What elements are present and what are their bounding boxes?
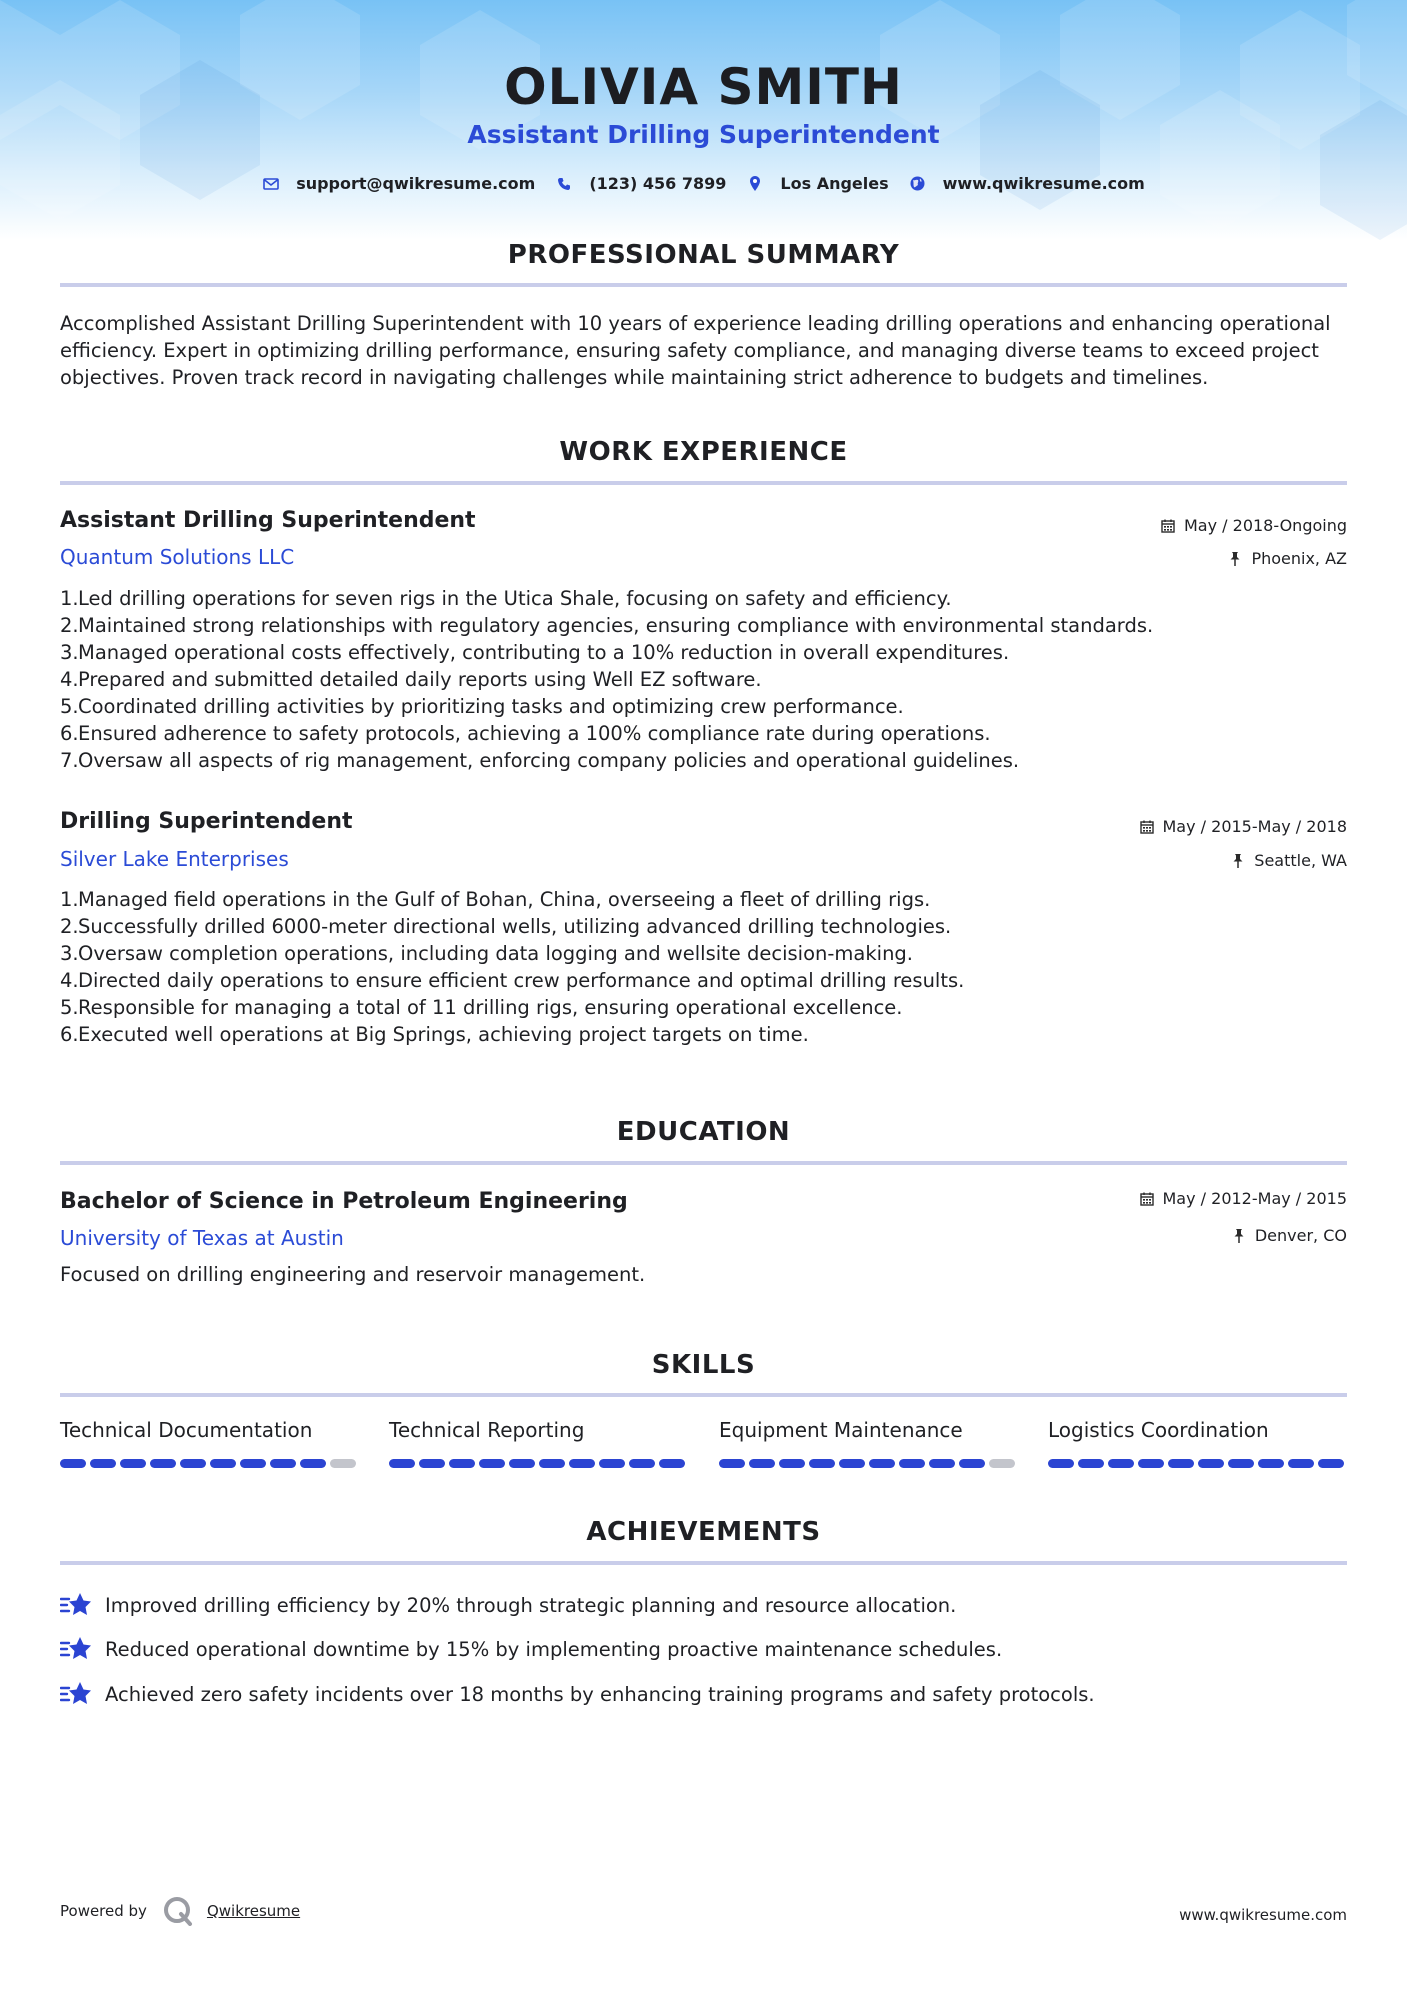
education-divider	[60, 1161, 1347, 1165]
skill-segment-filled	[60, 1459, 86, 1468]
envelope-icon	[262, 175, 280, 193]
list-item: 2. Successfully drilled 6000-meter directional wells, utilizing advanced drilling technologies.	[60, 915, 952, 938]
job-location	[1227, 549, 1347, 568]
globe-icon	[909, 175, 927, 193]
contact-location	[746, 174, 888, 193]
job-title: Assistant Drilling Superintendent	[60, 508, 476, 533]
skill-segment-filled	[659, 1459, 685, 1468]
skill-segment-filled	[1258, 1459, 1284, 1468]
calendar-icon	[1139, 1191, 1155, 1207]
skill-segment-filled	[899, 1459, 925, 1468]
skill-item	[60, 1418, 360, 1468]
job-title: Drilling Superintendent	[60, 809, 353, 834]
skill-segment-filled	[240, 1459, 266, 1468]
skill-segment-empty	[330, 1459, 356, 1468]
job-dates-text: May / 2018-Ongoing	[1184, 516, 1347, 535]
job-location-text: Seattle, WA	[1254, 851, 1347, 870]
phone-icon	[555, 175, 573, 193]
skill-name: Technical Reporting	[389, 1418, 585, 1442]
education-degree: Bachelor of Science in Petroleum Engineering	[60, 1189, 628, 1214]
list-item: 1. Led drilling operations for seven rigs in the Utica Shale, focusing on safety and efficiency.	[60, 587, 952, 610]
list-item: 6. Ensured adherence to safety protocols, achieving a 100% compliance rate during operations.	[60, 722, 991, 745]
education-location	[1231, 1226, 1347, 1245]
skill-item	[719, 1418, 1019, 1468]
skill-segment-filled	[419, 1459, 445, 1468]
education-description: Focused on drilling engineering and reservoir management.	[60, 1263, 646, 1286]
skill-segment-filled	[210, 1459, 236, 1468]
achievement-text: Reduced operational downtime by 15% by implementing proactive maintenance schedules.	[105, 1637, 1003, 1661]
skill-segment-filled	[779, 1459, 805, 1468]
skill-segment-filled	[1078, 1459, 1104, 1468]
list-item: 4. Directed daily operations to ensure efficient crew performance and optimal drilling results.	[60, 969, 965, 992]
contact-phone[interactable]	[555, 174, 726, 193]
footer-website[interactable]: www.qwikresume.com	[1179, 1906, 1347, 1924]
achievement-text: Improved drilling efficiency by 20% through strategic planning and resource allocation.	[105, 1593, 957, 1617]
contact-phone-text: (123) 456 7899	[589, 174, 727, 193]
list-item: 3. Oversaw completion operations, including data logging and wellsite decision-making.	[60, 942, 914, 965]
list-item: 6. Executed well operations at Big Springs, achieving project targets on time.	[60, 1023, 809, 1046]
skill-item	[1048, 1418, 1348, 1468]
skill-segment-filled	[1108, 1459, 1134, 1468]
list-item: 3. Managed operational costs effectively, contributing to a 10% reduction in overall expenditures.	[60, 641, 1010, 664]
achievement-item	[60, 1634, 1002, 1664]
skill-segment-filled	[1228, 1459, 1254, 1468]
skill-segment-filled	[599, 1459, 625, 1468]
skill-segment-filled	[929, 1459, 955, 1468]
skill-name: Equipment Maintenance	[719, 1418, 963, 1442]
job-dates	[1160, 516, 1347, 535]
skill-segment-filled	[509, 1459, 535, 1468]
skill-level-bar	[719, 1459, 1019, 1468]
skill-segment-filled	[270, 1459, 296, 1468]
contact-email[interactable]	[262, 174, 535, 193]
skill-segment-filled	[1198, 1459, 1224, 1468]
summary-divider	[60, 283, 1347, 287]
job-location-text: Phoenix, AZ	[1251, 549, 1347, 568]
skills-heading: SKILLS	[651, 1350, 756, 1380]
map-pin-icon	[746, 175, 764, 193]
skill-level-bar	[60, 1459, 360, 1468]
education-dates	[1139, 1189, 1348, 1208]
achievement-item	[60, 1590, 956, 1620]
skill-segment-filled	[1138, 1459, 1164, 1468]
skill-level-bar	[389, 1459, 689, 1468]
skill-segment-filled	[839, 1459, 865, 1468]
job-dates-text: May / 2015-May / 2018	[1162, 817, 1347, 836]
skill-segment-filled	[749, 1459, 775, 1468]
skill-name: Technical Documentation	[60, 1418, 313, 1442]
skill-segment-empty	[989, 1459, 1015, 1468]
contact-bar	[0, 174, 1407, 193]
skill-segment-filled	[479, 1459, 505, 1468]
star-achievement-icon	[60, 1634, 92, 1664]
education-school: University of Texas at Austin	[60, 1226, 344, 1250]
job-company: Silver Lake Enterprises	[60, 847, 289, 871]
contact-website[interactable]	[909, 174, 1145, 193]
summary-text: Accomplished Assistant Drilling Superintendent with 10 years of experience leading drilling operations and enhancing operational efficiency. Expert in optimizing drilling performance, ensuring safety compliance, and managing diverse teams to exceed project objectives. Proven track record in navigating challenges while maintaining strict adherence to budgets and timelines.	[60, 312, 1331, 389]
candidate-title: Assistant Drilling Superintendent	[467, 120, 940, 149]
list-item: 4. Prepared and submitted detailed daily reports using Well EZ software.	[60, 668, 762, 691]
skill-segment-filled	[629, 1459, 655, 1468]
achievement-item	[60, 1679, 1095, 1709]
experience-heading: WORK EXPERIENCE	[559, 437, 848, 467]
skill-name: Logistics Coordination	[1048, 1418, 1269, 1442]
star-achievement-icon	[60, 1590, 92, 1620]
skill-segment-filled	[1168, 1459, 1194, 1468]
resume-header	[0, 0, 1407, 240]
footer-powered-by	[60, 1896, 300, 1926]
calendar-icon	[1160, 518, 1176, 534]
education-location-text: Denver, CO	[1254, 1226, 1347, 1245]
star-achievement-icon	[60, 1679, 92, 1709]
education-heading: EDUCATION	[616, 1117, 791, 1147]
skill-item	[389, 1418, 689, 1468]
skill-segment-filled	[569, 1459, 595, 1468]
skill-segment-filled	[539, 1459, 565, 1468]
list-item: 7. Oversaw all aspects of rig management, enforcing company policies and operational guidelines.	[60, 749, 1020, 772]
achievement-text: Achieved zero safety incidents over 18 months by enhancing training programs and safety protocols.	[105, 1682, 1095, 1706]
skill-segment-filled	[1288, 1459, 1314, 1468]
pushpin-icon	[1230, 853, 1246, 869]
list-item: 5. Responsible for managing a total of 11 drilling rigs, ensuring operational excellence.	[60, 996, 903, 1019]
education-dates-text: May / 2012-May / 2015	[1162, 1189, 1347, 1208]
skills-divider	[60, 1393, 1347, 1397]
achievements-heading: ACHIEVEMENTS	[586, 1517, 821, 1547]
candidate-name: OLIVIA SMITH	[504, 58, 903, 116]
job-bullet-list	[60, 585, 1350, 774]
skill-segment-filled	[959, 1459, 985, 1468]
list-item: 1. Managed field operations in the Gulf of Bohan, China, overseeing a fleet of drilling rigs.	[60, 888, 931, 911]
list-item: 2. Maintained strong relationships with regulatory agencies, ensuring compliance with environmental standards.	[60, 614, 1154, 637]
calendar-icon	[1139, 819, 1155, 835]
skill-segment-filled	[1318, 1459, 1344, 1468]
skill-segment-filled	[120, 1459, 146, 1468]
contact-location-text: Los Angeles	[780, 174, 889, 193]
pushpin-icon	[1231, 1228, 1247, 1244]
summary-heading: PROFESSIONAL SUMMARY	[507, 240, 900, 270]
qwikresume-logo-icon	[163, 1896, 193, 1926]
powered-by-label: Powered by	[60, 1902, 147, 1920]
skill-segment-filled	[809, 1459, 835, 1468]
job-bullet-list	[60, 886, 1350, 1048]
achievements-divider	[60, 1561, 1347, 1565]
pushpin-icon	[1227, 551, 1243, 567]
skill-segment-filled	[869, 1459, 895, 1468]
skill-segment-filled	[449, 1459, 475, 1468]
job-company: Quantum Solutions LLC	[60, 545, 295, 569]
qwikresume-link[interactable]: Qwikresume	[206, 1902, 301, 1920]
skill-segment-filled	[389, 1459, 415, 1468]
skill-segment-filled	[300, 1459, 326, 1468]
job-location	[1230, 851, 1347, 870]
job-dates	[1139, 817, 1348, 836]
contact-email-text: support@qwikresume.com	[296, 174, 536, 193]
skill-level-bar	[1048, 1459, 1348, 1468]
list-item: 5. Coordinated drilling activities by prioritizing tasks and optimizing crew performance.	[60, 695, 904, 718]
skill-segment-filled	[719, 1459, 745, 1468]
contact-website-text: www.qwikresume.com	[942, 174, 1145, 193]
skill-segment-filled	[180, 1459, 206, 1468]
skill-segment-filled	[1048, 1459, 1074, 1468]
skill-segment-filled	[150, 1459, 176, 1468]
experience-divider	[60, 481, 1347, 485]
skill-segment-filled	[90, 1459, 116, 1468]
